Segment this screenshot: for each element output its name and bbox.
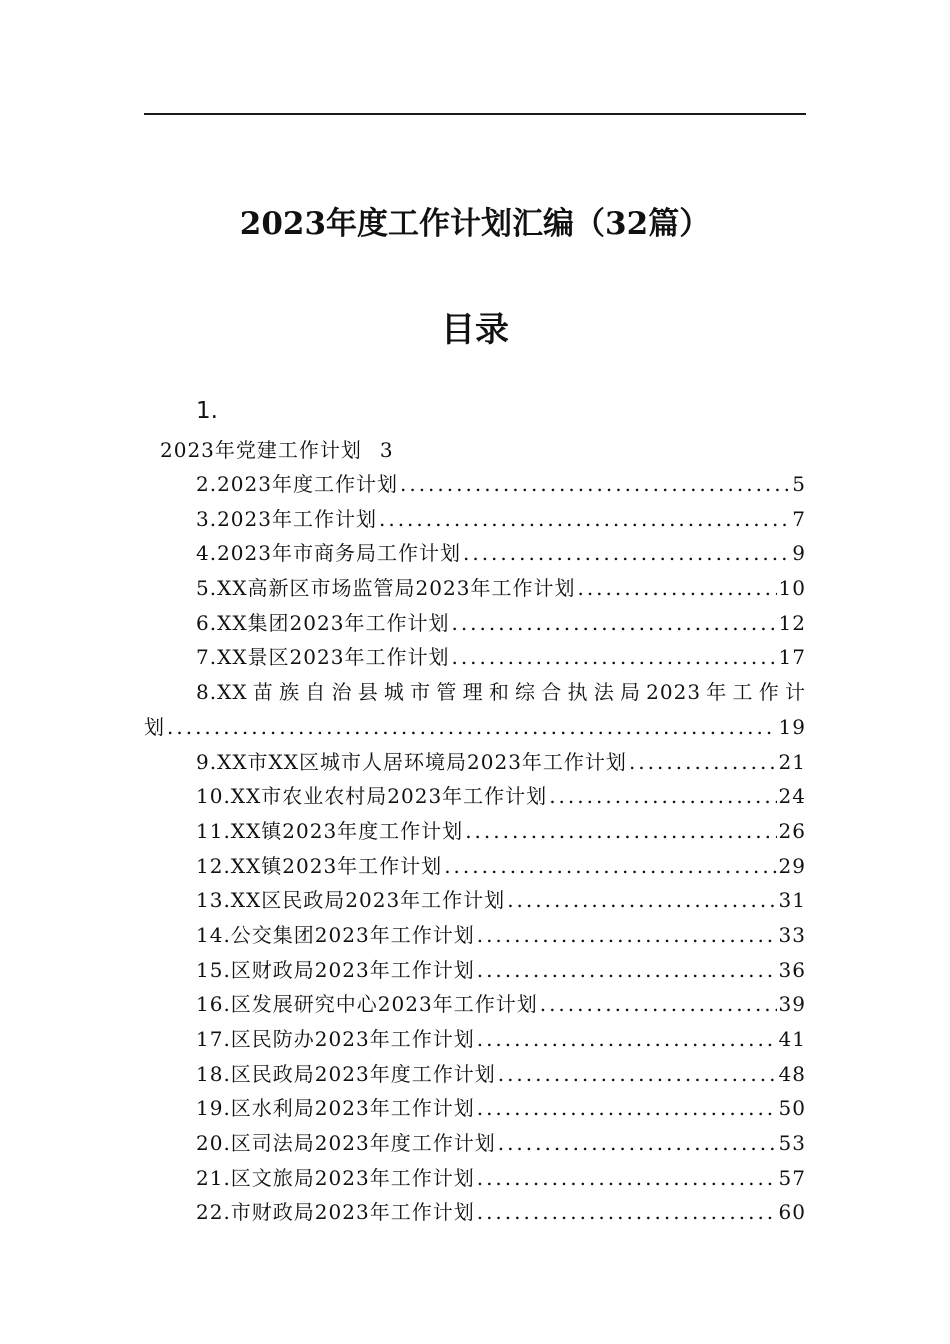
toc-entry-page: 7 <box>792 506 806 531</box>
toc-leader-dots <box>477 1091 777 1126</box>
toc-entry-label: 15.区财政局2023年工作计划 <box>196 957 475 982</box>
toc-entry-label: 6.XX集团2023年工作计划 <box>196 610 450 635</box>
toc-entry-label: 12.XX镇2023年工作计划 <box>196 853 443 878</box>
toc-entry-label: 5.XX高新区市场监管局2023年工作计划 <box>196 576 576 601</box>
toc-leader-dots <box>167 710 777 745</box>
toc-entry-label: 18.区民政局2023年度工作计划 <box>196 1061 496 1086</box>
toc-entry[interactable] <box>0 745 950 780</box>
toc-entry[interactable] <box>0 849 950 884</box>
toc-entry-label: 13.XX区民政局2023年工作计划 <box>196 888 506 913</box>
toc-leader-dots <box>379 502 790 537</box>
toc-entry[interactable] <box>0 536 950 571</box>
toc-entry[interactable] <box>0 1195 950 1230</box>
toc-entry[interactable] <box>0 918 950 953</box>
toc-entry-page: 39 <box>778 992 806 1017</box>
toc-entry[interactable] <box>0 675 950 744</box>
toc-entry[interactable] <box>0 779 950 814</box>
toc-entry-page: 17 <box>778 645 806 670</box>
toc-entry-page: 41 <box>778 1027 806 1052</box>
toc-entry-label: 2023年党建工作计划 <box>160 438 362 462</box>
toc-entry[interactable] <box>0 467 950 502</box>
toc-entry-page: 3 <box>379 438 394 462</box>
table-of-contents <box>0 467 950 1230</box>
toc-leader-dots <box>444 849 776 884</box>
toc-entry-page: 10 <box>778 576 806 601</box>
toc-entry-page: 29 <box>778 853 806 878</box>
document-title: 2023年度工作计划汇编（32篇） <box>239 206 711 242</box>
toc-leader-dots <box>477 953 777 988</box>
toc-first-number: 1. <box>196 398 218 424</box>
toc-entry[interactable] <box>0 1126 950 1161</box>
toc-entry-label: 20.区司法局2023年度工作计划 <box>196 1131 496 1156</box>
toc-entry-page: 53 <box>778 1131 806 1156</box>
toc-leader-dots <box>477 918 777 953</box>
toc-entry[interactable] <box>0 814 950 849</box>
toc-entry-label: 16.区发展研究中心2023年工作计划 <box>196 992 538 1017</box>
toc-entry[interactable] <box>0 502 950 537</box>
toc-leader-dots <box>477 1022 777 1057</box>
header-rule <box>144 113 806 115</box>
toc-entry-page: 12 <box>778 610 806 635</box>
toc-entry-label: 3.2023年工作计划 <box>196 506 377 531</box>
toc-leader-dots <box>465 814 776 849</box>
toc-leader-dots <box>629 745 777 780</box>
toc-entry-page: 19 <box>778 714 806 739</box>
toc-entry-page: 31 <box>778 888 806 913</box>
toc-entry-label: 9.XX市XX区城市人居环境局2023年工作计划 <box>196 749 627 774</box>
toc-entry-label: 8.XX苗族自治县城市管理和综合执法局2023年工作计 <box>196 680 806 705</box>
toc-heading: 目录 <box>441 310 509 350</box>
toc-entry[interactable] <box>160 434 394 463</box>
toc-entry-page: 33 <box>778 922 806 947</box>
toc-entry[interactable] <box>0 1057 950 1092</box>
toc-entry[interactable] <box>0 640 950 675</box>
toc-entry[interactable] <box>0 1091 950 1126</box>
toc-entry-page: 26 <box>778 818 806 843</box>
toc-entry-label-continued: 划 <box>144 714 165 739</box>
toc-leader-dots <box>477 1161 777 1196</box>
toc-leader-dots <box>498 1057 777 1092</box>
toc-entry-page: 21 <box>778 749 806 774</box>
toc-entry[interactable] <box>0 1161 950 1196</box>
toc-leader-dots <box>577 571 776 606</box>
toc-entry-page: 24 <box>778 784 806 809</box>
toc-entry-page: 60 <box>778 1200 806 1225</box>
toc-entry[interactable] <box>0 953 950 988</box>
toc-entry-label: 7.XX景区2023年工作计划 <box>196 645 450 670</box>
toc-entry-label: 14.公交集团2023年工作计划 <box>196 922 475 947</box>
toc-leader-dots <box>451 640 776 675</box>
toc-entry[interactable] <box>0 883 950 918</box>
toc-entry-page: 48 <box>778 1061 806 1086</box>
toc-entry-page: 50 <box>778 1096 806 1121</box>
toc-leader-dots <box>540 987 777 1022</box>
toc-entry[interactable] <box>0 987 950 1022</box>
toc-entry-page: 57 <box>778 1165 806 1190</box>
toc-entry-label: 11.XX镇2023年度工作计划 <box>196 818 464 843</box>
toc-entry-label: 10.XX市农业农村局2023年工作计划 <box>196 784 548 809</box>
toc-entry-label: 21.区文旅局2023年工作计划 <box>196 1165 475 1190</box>
toc-entry-label: 17.区民防办2023年工作计划 <box>196 1027 475 1052</box>
toc-entry[interactable] <box>0 606 950 641</box>
toc-entry[interactable] <box>0 1022 950 1057</box>
toc-entry-label: 4.2023年市商务局工作计划 <box>196 541 461 566</box>
toc-entry-label: 19.区水利局2023年工作计划 <box>196 1096 475 1121</box>
toc-leader-dots <box>498 1126 777 1161</box>
toc-entry-page: 36 <box>778 957 806 982</box>
toc-entry[interactable] <box>0 571 950 606</box>
toc-leader-dots <box>507 883 776 918</box>
toc-leader-dots <box>477 1195 777 1230</box>
toc-entry-label: 22.市财政局2023年工作计划 <box>196 1200 475 1225</box>
toc-entry-label: 2.2023年度工作计划 <box>196 472 398 496</box>
toc-entry-page: 5 <box>792 472 806 496</box>
toc-leader-dots <box>463 536 790 571</box>
toc-leader-dots <box>400 467 790 502</box>
toc-leader-dots <box>451 606 776 641</box>
toc-leader-dots <box>549 779 776 814</box>
toc-entry-page: 9 <box>792 541 806 566</box>
